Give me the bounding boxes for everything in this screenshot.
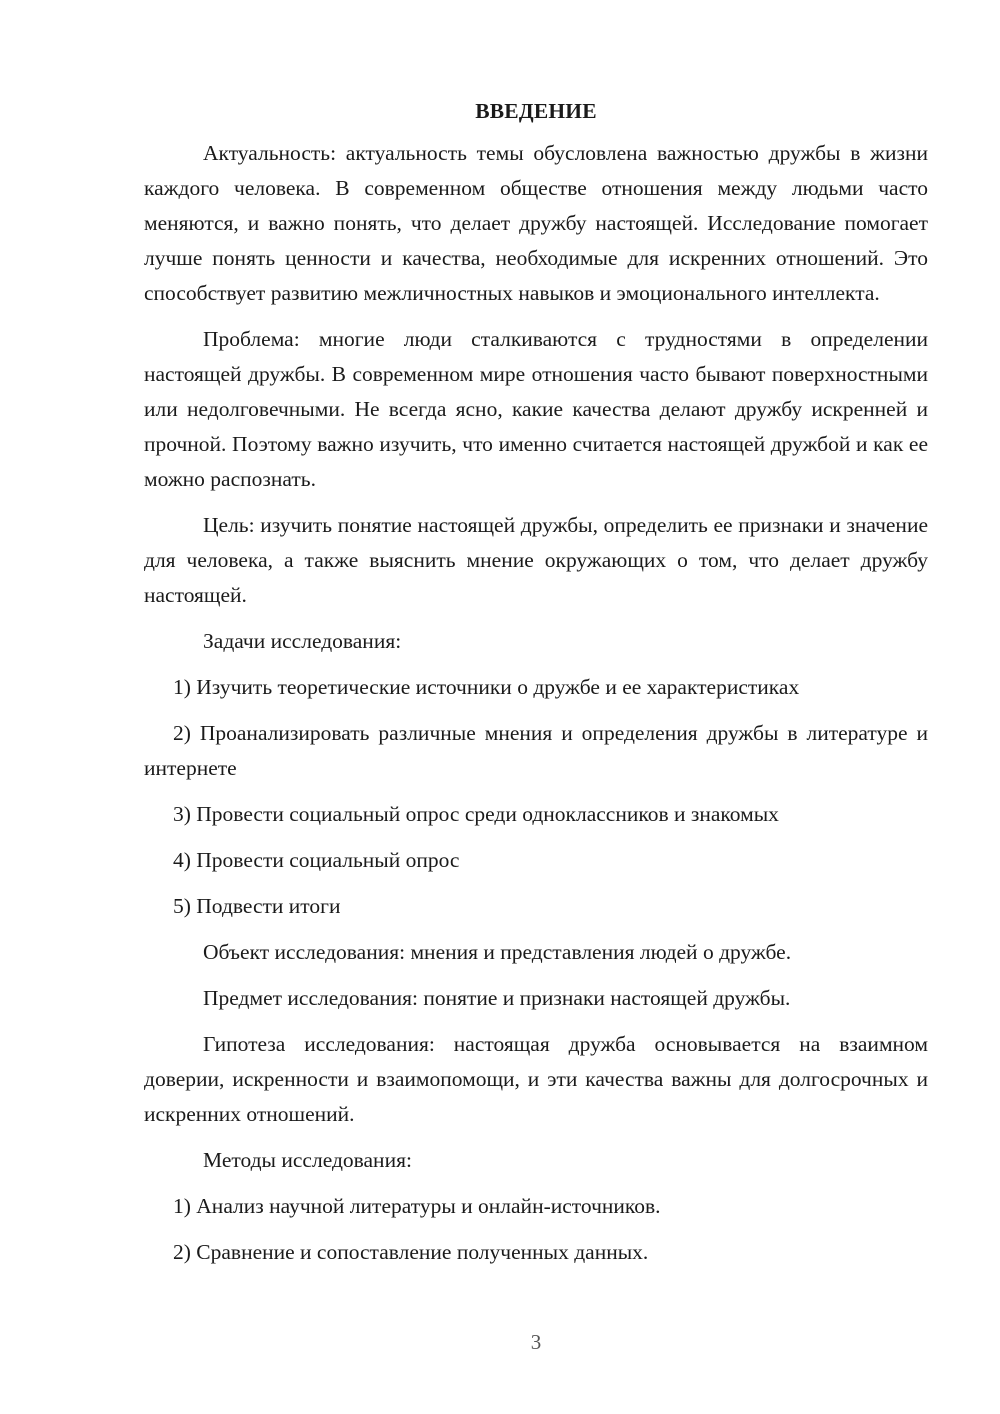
object-paragraph: Объект исследования: мнения и представления людей о дружбе. bbox=[203, 940, 792, 964]
subject-paragraph: Предмет исследования: понятие и признаки настоящей дружбы. bbox=[203, 986, 791, 1010]
tasks-heading: Задачи исследования: bbox=[203, 629, 402, 653]
document-page bbox=[144, 96, 928, 1281]
page-number: 3 bbox=[530, 1330, 542, 1354]
task-item-2: 2) Проанализировать различные мнения и определения дружбы в литературе и интернете bbox=[144, 721, 928, 780]
hypothesis-paragraph: Гипотеза исследования: настоящая дружба основывается на взаимном доверии, искренности и взаимопомощи, и эти качества важны для долгосрочных и искренних отношений. bbox=[144, 1032, 928, 1126]
task-item-5: 5) Подвести итоги bbox=[173, 894, 341, 918]
section-title: ВВЕДЕНИЕ bbox=[475, 99, 597, 123]
method-item-2: 2) Сравнение и сопоставление полученных данных. bbox=[173, 1240, 649, 1264]
task-item-4: 4) Провести социальный опрос bbox=[173, 848, 460, 872]
task-item-3: 3) Провести социальный опрос среди одноклассников и знакомых bbox=[173, 802, 779, 826]
method-item-1: 1) Анализ научной литературы и онлайн-источников. bbox=[173, 1194, 661, 1218]
methods-heading: Методы исследования: bbox=[203, 1148, 412, 1172]
goal-paragraph: Цель: изучить понятие настоящей дружбы, определить ее признаки и значение для человека, а также выяснить мнение окружающих о том, что делает дружбу настоящей. bbox=[144, 513, 928, 607]
relevance-paragraph: Актуальность: актуальность темы обусловлена важностью дружбы в жизни каждого человека. В современном обществе отношения между людьми часто меняются, и важно понять, что делает дружбу настоящей. Исследование помогает лучше понять ценности и качества, необходимые для искренних отношений. Это способствует развитию межличностных навыков и эмоционального интеллекта. bbox=[144, 141, 928, 305]
task-item-1: 1) Изучить теоретические источники о дружбе и ее характеристиках bbox=[173, 675, 800, 699]
problem-paragraph: Проблема: многие люди сталкиваются с трудностями в определении настоящей дружбы. В современном мире отношения часто бывают поверхностными или недолговечными. Не всегда ясно, какие качества делают дружбу искренней и прочной. Поэтому важно изучить, что именно считается настоящей дружбой и как ее можно распознать. bbox=[144, 327, 928, 491]
